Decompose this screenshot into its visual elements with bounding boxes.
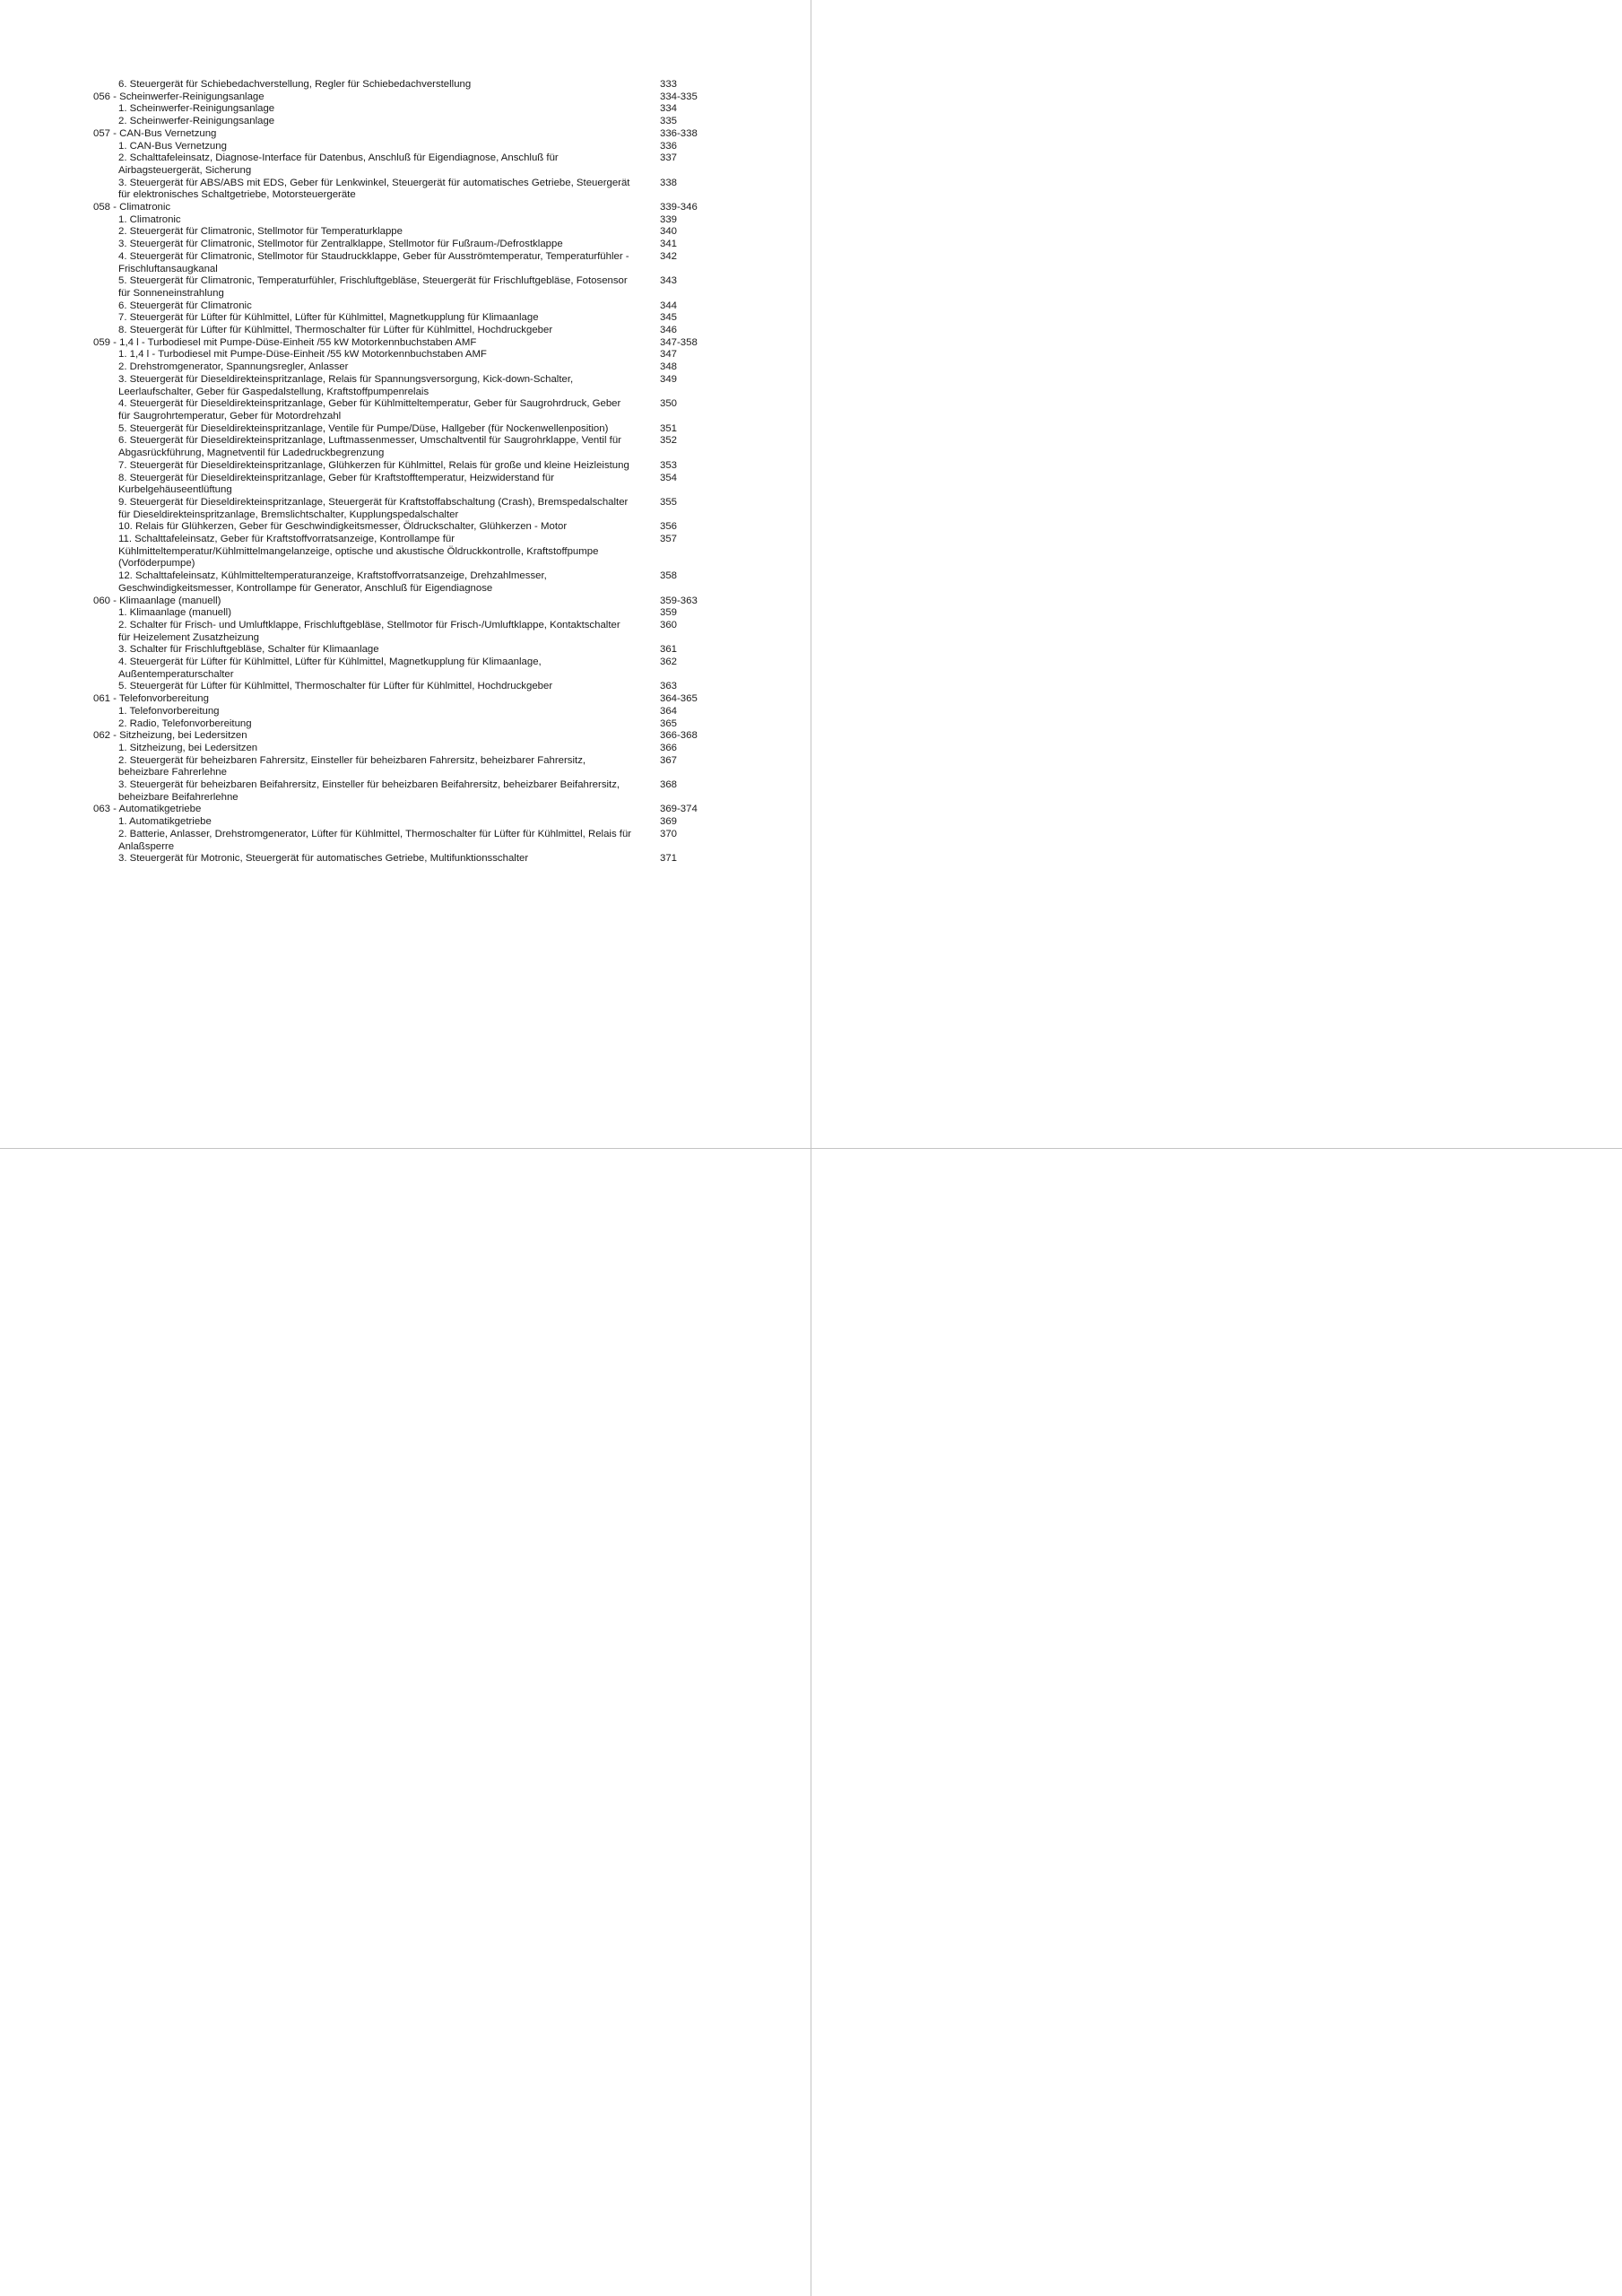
toc-section-entry	[93, 202, 735, 214]
toc-entry-title: 3. Steuergerät für Motronic, Steuergerät für automatisches Getriebe, Multifunktionsschalter	[118, 853, 529, 865]
toc-entry-page: 354	[660, 472, 678, 483]
toc-entry-title: 2. Scheinwerfer-Reinigungsanlage	[118, 116, 275, 127]
toc-entry-page: 355	[660, 496, 678, 508]
toc-subentry	[93, 681, 735, 693]
toc-entry-title: 8. Steuergerät für Lüfter für Kühlmittel, Thermoschalter für Lüfter für Kühlmittel, Hochdruckgeber	[118, 325, 553, 336]
toc-entry-title: 063 - Automatikgetriebe	[93, 804, 202, 815]
toc-entry-page: 359	[660, 607, 678, 619]
toc-section-entry	[93, 91, 735, 104]
toc-entry-page: 364	[660, 705, 678, 717]
toc-section-entry	[93, 128, 735, 141]
toc-page-bottom-left	[74, 1211, 735, 2255]
toc-entry-page: 347-358	[660, 336, 698, 348]
toc-subentry	[93, 644, 735, 657]
toc-entry-page: 363	[660, 681, 678, 692]
toc-entry-page: 352	[660, 435, 678, 447]
toc-entry-page: 345	[660, 312, 678, 324]
toc-entry-title: 3. Steuergerät für ABS/ABS mit EDS, Geber für Lenkwinkel, Steuergerät für automatisches Getriebe, Steuergerät für elektronisches Schaltgetriebe, Motorsteuergeräte	[118, 177, 630, 201]
toc-entry-title: 11. Schalttafeleinsatz, Geber für Kraftstoffvorratsanzeige, Kontrollampe für Kühlmitteltemperatur/Kühlmittelmangelanzeige, optische und akustische Öldruckkontrolle, Kraftstoffpumpe (Vorföderpumpe)	[118, 534, 599, 570]
toc-page-top-right	[888, 79, 1530, 1087]
toc-entry-title: 4. Steuergerät für Climatronic, Stellmotor für Staudruckklappe, Geber für Ausströmtemperatur, Temperaturfühler - Frischluftansaugkanal	[118, 250, 629, 274]
toc-section-entry	[93, 804, 735, 816]
toc-entry-page: 335	[660, 116, 678, 127]
toc-subentry	[93, 534, 735, 570]
toc-entry-page: 348	[660, 361, 678, 373]
toc-entry-title: 1. Telefonvorbereitung	[118, 705, 220, 717]
toc-entry-page: 340	[660, 226, 678, 238]
toc-page-bottom-right	[863, 1211, 1540, 2255]
toc-entry-page: 359-363	[660, 595, 698, 606]
toc-entry-page: 364-365	[660, 693, 698, 705]
toc-entry-page: 342	[660, 250, 678, 262]
toc-entry-title: 057 - CAN-Bus Vernetzung	[93, 127, 217, 139]
toc-section-entry	[93, 730, 735, 743]
toc-entry-title: 3. Steuergerät für Dieseldirekteinspritzanlage, Relais für Spannungsversorgung, Kick-down-Schalter, Leerlaufschalter, Geber für Gaspedalstellung, Kraftstoffpumpenrelais	[118, 373, 574, 397]
toc-entry-page: 362	[660, 657, 678, 668]
toc-subentry	[93, 829, 735, 853]
toc-entry-title: 5. Steuergerät für Dieseldirekteinspritzanlage, Ventile für Pumpe/Düse, Hallgeber (für Nockenwellenposition)	[118, 422, 609, 434]
toc-entry-title: 3. Schalter für Frischluftgebläse, Schalter für Klimaanlage	[118, 644, 379, 656]
toc-entry-page: 358	[660, 570, 678, 582]
toc-entry-page: 371	[660, 853, 678, 865]
toc-entry-page: 367	[660, 754, 678, 766]
toc-entry-page: 334-335	[660, 91, 698, 102]
toc-entry-page: 366-368	[660, 730, 698, 742]
toc-entry-title: 1. Scheinwerfer-Reinigungsanlage	[118, 103, 275, 115]
toc-subentry	[93, 116, 735, 128]
toc-entry-title: 7. Steuergerät für Dieseldirekteinspritzanlage, Glühkerzen für Kühlmittel, Relais für große und kleine Heizleistung	[118, 459, 629, 471]
toc-subentry	[93, 816, 735, 829]
toc-entry-page: 333	[660, 79, 678, 90]
toc-entry-title: 1. CAN-Bus Vernetzung	[118, 140, 227, 152]
toc-entry-title: 1. Klimaanlage (manuell)	[118, 607, 231, 619]
toc-entry-title: 2. Steuergerät für beheizbaren Fahrersitz, Einsteller für beheizbaren Fahrersitz, beheizbarer Fahrersitz, beheizbare Fahrerlehne	[118, 754, 586, 778]
toc-entry-title: 3. Steuergerät für Climatronic, Stellmotor für Zentralklappe, Stellmotor für Fußraum-/Defrostklappe	[118, 239, 563, 250]
toc-subentry	[93, 239, 735, 251]
toc-entry-title: 061 - Telefonvorbereitung	[93, 693, 209, 705]
toc-entry-title: 058 - Climatronic	[93, 202, 171, 213]
toc-entry-page: 365	[660, 718, 678, 729]
toc-entry-title: 8. Steuergerät für Dieseldirekteinspritzanlage, Geber für Kraftstofftemperatur, Heizwiderstand für Kurbelgehäuseentlüftung	[118, 472, 555, 496]
toc-entry-page: 336	[660, 140, 678, 152]
toc-entry-page: 360	[660, 619, 678, 631]
toc-subentry	[93, 312, 735, 325]
toc-entry-title: 3. Steuergerät für beheizbaren Beifahrersitz, Einsteller für beheizbaren Beifahrersitz, beheizbarer Beifahrersitz, beheizbare Beifahrerlehne	[118, 779, 620, 803]
toc-subentry	[93, 620, 735, 644]
toc-entry-page: 337	[660, 152, 678, 164]
toc-subentry	[93, 349, 735, 361]
toc-subentry	[93, 743, 735, 755]
toc-subentry	[93, 79, 735, 91]
toc-subentry	[93, 706, 735, 718]
toc-subentry	[93, 226, 735, 239]
toc-subentry	[93, 497, 735, 521]
toc-section-entry	[93, 596, 735, 608]
toc-entry-page: 334	[660, 103, 678, 115]
toc-entry-title: 2. Schalttafeleinsatz, Diagnose-Interface für Datenbus, Anschluß für Eigendiagnose, Anschluß für Airbagsteuergerät, Sicherung	[118, 152, 559, 176]
toc-entry-page: 356	[660, 521, 678, 533]
toc-entry-title: 060 - Klimaanlage (manuell)	[93, 595, 221, 606]
toc-entry-page: 361	[660, 644, 678, 656]
toc-entry-title: 062 - Sitzheizung, bei Ledersitzen	[93, 730, 247, 742]
toc-entry-title: 10. Relais für Glühkerzen, Geber für Geschwindigkeitsmesser, Öldruckschalter, Glühkerzen - Motor	[118, 521, 568, 533]
toc-entry-title: 12. Schalttafeleinsatz, Kühlmitteltemperaturanzeige, Kraftstoffvorratsanzeige, Drehzahlmesser, Geschwindigkeitsmesser, Kontrollampe für Generator, Anschluß für Eigendiagnose	[118, 570, 547, 594]
horizontal-page-divider	[0, 1148, 1622, 1149]
toc-subentry	[93, 300, 735, 313]
toc-entry-title: 7. Steuergerät für Lüfter für Kühlmittel, Lüfter für Kühlmittel, Magnetkupplung für Klimaanlage	[118, 312, 539, 324]
toc-entry-page: 369	[660, 816, 678, 828]
toc-subentry	[93, 657, 735, 681]
toc-entry-title: 1. 1,4 l - Turbodiesel mit Pumpe-Düse-Einheit /55 kW Motorkennbuchstaben AMF	[118, 349, 487, 361]
toc-entry-title: 2. Radio, Telefonvorbereitung	[118, 718, 252, 729]
toc-subentry	[93, 325, 735, 337]
toc-entry-title: 2. Batterie, Anlasser, Drehstromgenerator, Lüfter für Kühlmittel, Thermoschalter für Lüfter für Kühlmittel, Relais für Anlaßsperre	[118, 828, 632, 852]
toc-entry-page: 347	[660, 349, 678, 361]
toc-entry-page: 351	[660, 422, 678, 434]
toc-subentry	[93, 398, 735, 422]
toc-entry-title: 2. Steuergerät für Climatronic, Stellmotor für Temperaturklappe	[118, 226, 403, 238]
toc-subentry	[93, 374, 735, 398]
toc-subentry	[93, 570, 735, 595]
toc-entry-title: 1. Automatikgetriebe	[118, 816, 212, 828]
toc-entry-page: 370	[660, 828, 678, 839]
toc-entry-page: 369-374	[660, 804, 698, 815]
toc-subentry	[93, 152, 735, 177]
toc-entry-page: 350	[660, 398, 678, 410]
toc-subentry	[93, 435, 735, 459]
toc-entry-page: 346	[660, 325, 678, 336]
toc-entry-title: 1. Climatronic	[118, 213, 181, 225]
toc-entry-title: 056 - Scheinwerfer-Reinigungsanlage	[93, 91, 265, 102]
toc-entry-title: 2. Schalter für Frisch- und Umluftklappe, Frischluftgebläse, Stellmotor für Frisch-/Umluftklappe, Kontaktschalter für Heizelement Zusatzheizung	[118, 619, 620, 643]
toc-entry-page: 349	[660, 373, 678, 385]
toc-page-top-left	[93, 79, 735, 1087]
toc-entry-page: 338	[660, 177, 678, 188]
toc-entry-title: 9. Steuergerät für Dieseldirekteinspritzanlage, Steuergerät für Kraftstoffabschaltung (Crash), Bremspedalschalter für Dieseldirekteinspritzanlage, Bremslichtschalter, Kupplungspedalschalter	[118, 496, 629, 520]
toc-entry-page: 368	[660, 779, 678, 791]
toc-subentry	[93, 607, 735, 620]
toc-entry-title: 4. Steuergerät für Lüfter für Kühlmittel, Lüfter für Kühlmittel, Magnetkupplung für Klimaanlage, Außentemperaturschalter	[118, 657, 542, 680]
toc-subentry	[93, 460, 735, 473]
toc-subentry	[93, 141, 735, 153]
toc-entry-page: 339	[660, 213, 678, 225]
toc-entry-title: 1. Sitzheizung, bei Ledersitzen	[118, 742, 258, 753]
toc-section-entry	[93, 693, 735, 706]
toc-entry-page: 343	[660, 275, 678, 287]
toc-entry-title: 4. Steuergerät für Dieseldirekteinspritzanlage, Geber für Kühlmitteltemperatur, Geber für Saugrohrdruck, Geber für Saugrohrtemperatur, Geber für Motordrehzahl	[118, 398, 621, 422]
toc-entry-title: 059 - 1,4 l - Turbodiesel mit Pumpe-Düse-Einheit /55 kW Motorkennbuchstaben AMF	[93, 336, 477, 348]
toc-subentry	[93, 853, 735, 865]
toc-entry-page: 336-338	[660, 127, 698, 139]
toc-subentry	[93, 361, 735, 374]
toc-entry-page: 339-346	[660, 202, 698, 213]
toc-entry-title: 6. Steuergerät für Dieseldirekteinspritzanlage, Luftmassenmesser, Umschaltventil für Saugrohrklappe, Ventil für Abgasrückführung, Magnetventil für Ladedruckbegrenzung	[118, 435, 621, 459]
toc-subentry	[93, 779, 735, 804]
toc-subentry	[93, 214, 735, 227]
toc-entry-page: 341	[660, 239, 678, 250]
toc-entry-page: 366	[660, 742, 678, 753]
toc-subentry	[93, 521, 735, 534]
toc-entry-page: 344	[660, 300, 678, 311]
toc-subentry	[93, 178, 735, 202]
toc-entry-page: 357	[660, 534, 678, 545]
toc-subentry	[93, 251, 735, 275]
toc-entry-title: 2. Drehstromgenerator, Spannungsregler, Anlasser	[118, 361, 349, 373]
toc-subentry	[93, 275, 735, 300]
toc-section-entry	[93, 337, 735, 350]
toc-entry-title: 5. Steuergerät für Climatronic, Temperaturfühler, Frischluftgebläse, Steuergerät für Frischluftgebläse, Fotosensor für Sonneneinstrahlung	[118, 275, 628, 299]
toc-subentry	[93, 755, 735, 779]
toc-entry-page: 353	[660, 459, 678, 471]
toc-entry-title: 5. Steuergerät für Lüfter für Kühlmittel, Thermoschalter für Lüfter für Kühlmittel, Hochdruckgeber	[118, 681, 553, 692]
toc-subentry	[93, 423, 735, 436]
toc-subentry	[93, 718, 735, 731]
toc-entry-title: 6. Steuergerät für Climatronic	[118, 300, 252, 311]
toc-entry-title: 6. Steuergerät für Schiebedachverstellung, Regler für Schiebedachverstellung	[118, 79, 472, 90]
toc-subentry	[93, 473, 735, 497]
toc-subentry	[93, 103, 735, 116]
